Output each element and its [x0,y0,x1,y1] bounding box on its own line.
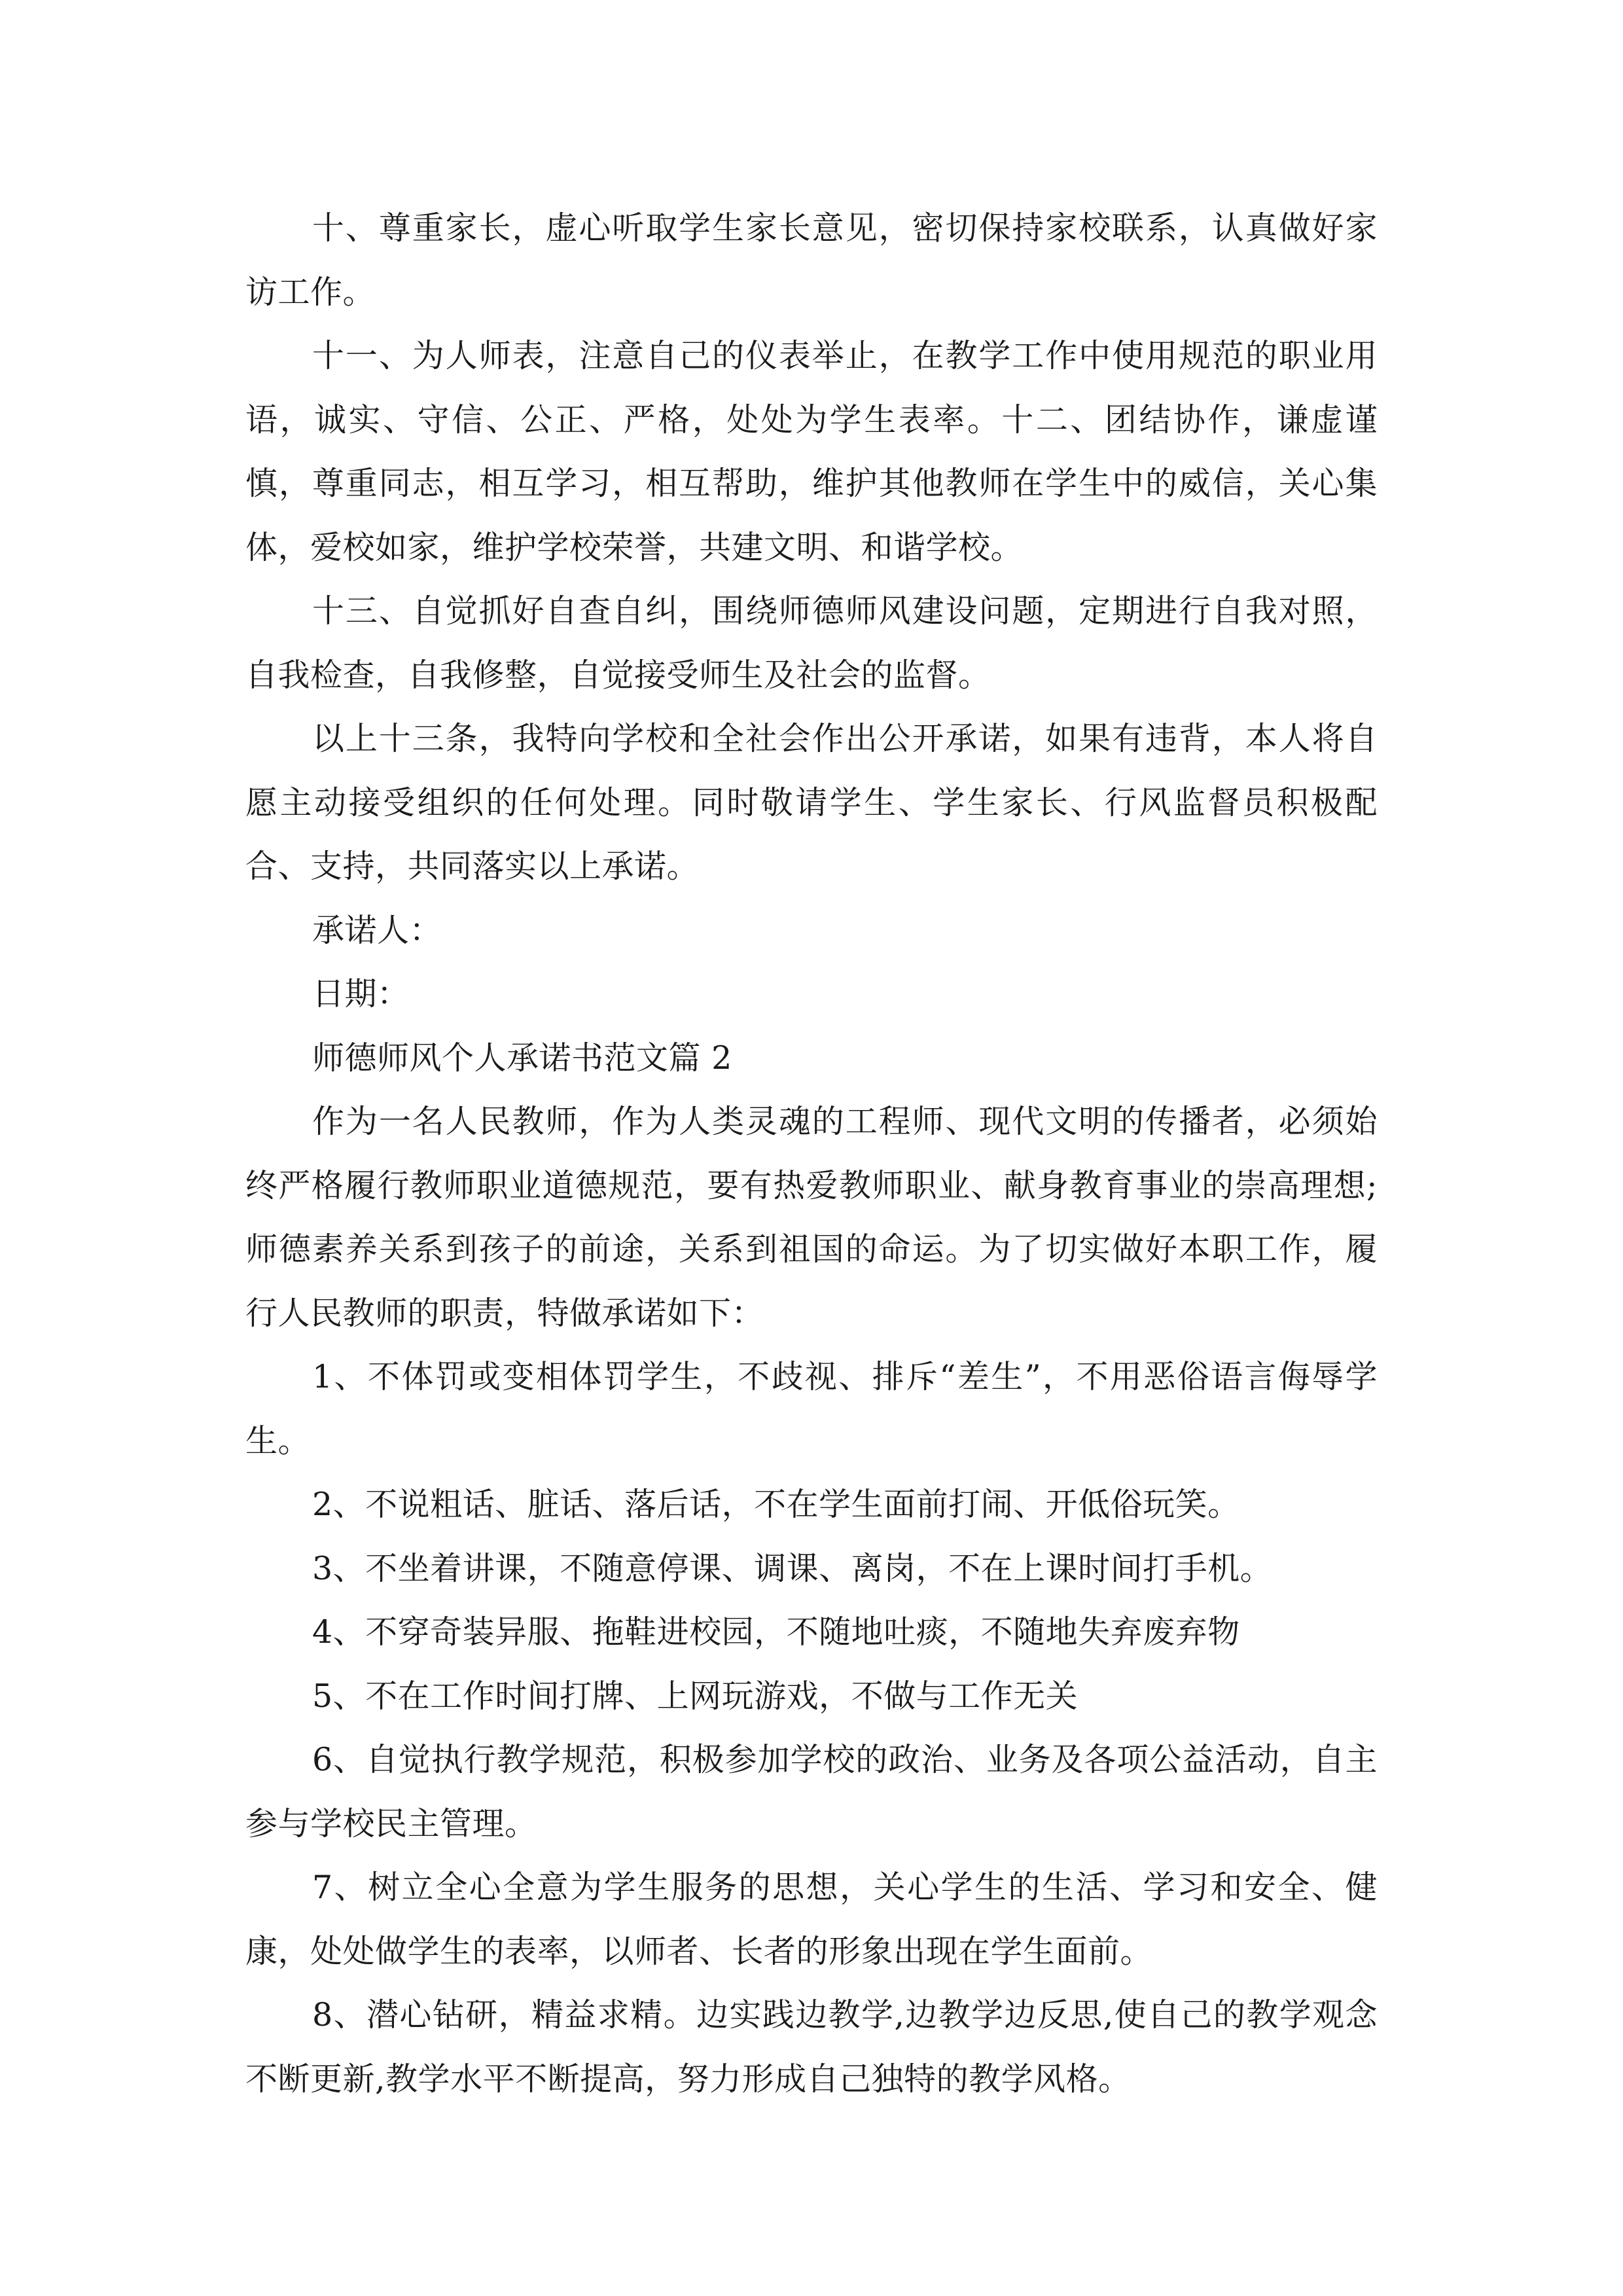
list-item: 4、不穿奇装异服、拖鞋进校园，不随地吐痰，不随地失弃废弃物 [312,1613,1240,1651]
list-item: 5、不在工作时间打牌、上网玩游戏，不做与工作无关 [312,1677,1079,1715]
signature-line: 承诺人： [312,911,442,949]
paragraph: 十三、自觉抓好自查自纠，围绕师德师风建设问题，定期进行自我对照，自我检查，自我修整，自觉接受师生及社会的监督。 [245,592,1378,694]
date-line: 日期： [312,975,410,1013]
paragraph: 作为一名人民教师，作为人类灵魂的工程师、现代文明的传播者，必须始终严格履行教师职业道德规范，要有热爱教师职业、献身教育事业的崇高理想;师德素养关系到孩子的前途，关系到祖国的命运。为了切实做好本职工作，履行人民教师的职责，特做承诺如下： [245,1103,1378,1332]
list-item: 3、不坐着讲课，不随意停课、调课、离岗，不在上课时间打手机。 [312,1549,1273,1587]
list-item: 2、不说粗话、脏话、落后话，不在学生面前打闹、开低俗玩笑。 [312,1486,1240,1523]
list-item: 1、不体罚或变相体罚学生，不歧视、排斥“差生”，不用恶俗语言侮辱学生。 [245,1358,1378,1460]
list-item: 8、潜心钻研，精益求精。边实践边教学,边教学边反思,使自己的教学观念不断更新,教学水平不断提高，努力形成自己独特的教学风格。 [245,1996,1378,2098]
list-item: 6、自觉执行教学规范，积极参加学校的政治、业务及各项公益活动，自主参与学校民主管理。 [245,1741,1378,1842]
section-title: 师德师风个人承诺书范文篇 2 [312,1039,732,1077]
list-item: 7、树立全心全意为学生服务的思想，关心学生的生活、学习和安全、健康，处处做学生的表率，以师者、长者的形象出现在学生面前。 [245,1869,1378,1970]
paragraph: 以上十三条，我特向学校和全社会作出公开承诺，如果有违背，本人将自愿主动接受组织的任何处理。同时敬请学生、学生家长、行风监督员积极配合、支持，共同落实以上承诺。 [245,720,1378,885]
document-body [245,196,1378,2111]
paragraph: 十一、为人师表，注意自己的仪表举止，在教学工作中使用规范的职业用语，诚实、守信、公正、严格，处处为学生表率。十二、团结协作，谦虚谨慎，尊重同志，相互学习，相互帮助，维护其他教师在学生中的威信，关心集体，爱校如家，维护学校荣誉，共建文明、和谐学校。 [245,337,1378,566]
paragraph: 十、尊重家长，虚心听取学生家长意见，密切保持家校联系，认真做好家访工作。 [245,209,1378,311]
